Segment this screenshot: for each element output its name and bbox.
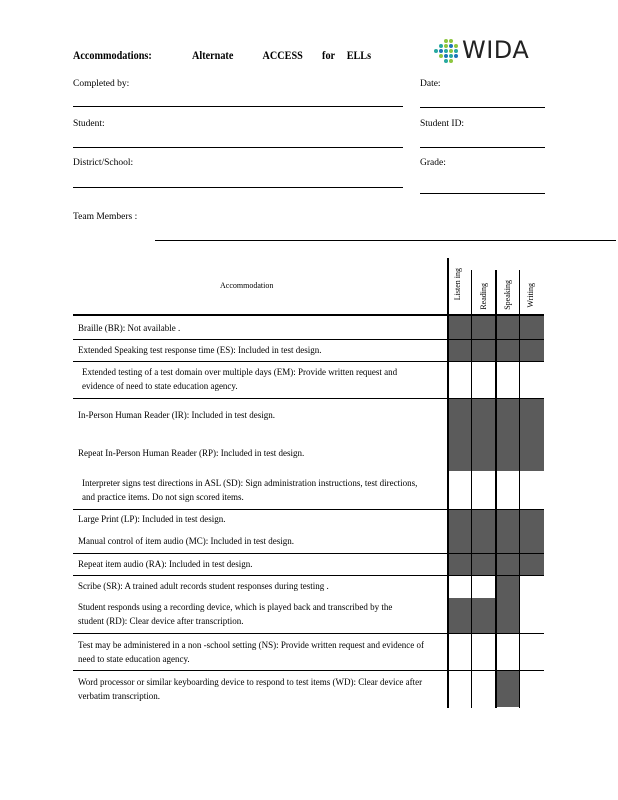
table-rule (73, 339, 544, 340)
row-scribe: Scribe (SR): A trained adult records student responses during testing . (78, 581, 329, 591)
completed-by-label: Completed by: (73, 79, 130, 89)
row-manual-audio: Manual control of item audio (MC): Included in test design. (78, 536, 294, 546)
title-word: ACCESS (262, 48, 303, 62)
grade-label: Grade: (420, 158, 446, 168)
row-repeat-reader: Repeat In-Person Human Reader (RP): Included in test design. (78, 448, 305, 458)
date-line[interactable] (420, 107, 545, 108)
domain-header-listening: Listen ing (453, 268, 462, 301)
team-members-label: Team Members : (73, 212, 138, 222)
row-word-processor: Word processor or similar keyboarding device to respond to test items (WD): Clear device after verbatim transcription. (78, 677, 423, 701)
district-school-line[interactable] (73, 187, 403, 188)
row-large-print: Large Print (LP): Included in test design. (78, 514, 226, 524)
title-word: for (322, 48, 336, 62)
row-recording-device: Student responds using a recording device, which is played back and transcribed by the student (RD): Clear device after transcription. (78, 602, 393, 626)
shaded-cells (497, 671, 519, 707)
table-rule (73, 361, 544, 362)
accommodation-column-header: Accommodation (220, 281, 274, 290)
row-extended-speaking: Extended Speaking test response time (ES): Included in test design. (78, 345, 322, 355)
row-repeat-audio: Repeat item audio (RA): Included in test design. (78, 559, 253, 569)
student-label: Student: (73, 119, 105, 129)
table-rule (73, 575, 544, 576)
domain-header-writing: Writing (526, 283, 535, 308)
row-interpreter-asl: Interpreter signs test directions in ASL (SD): Sign administration instructions, test directions, and practice items. Do not sign scored items. (82, 478, 418, 502)
table-rule (73, 509, 544, 510)
student-line[interactable] (73, 147, 403, 148)
table-rule (519, 270, 520, 708)
team-members-line[interactable] (155, 240, 616, 241)
wida-logo (434, 37, 538, 65)
completed-by-line[interactable] (73, 106, 403, 107)
shaded-cells (449, 598, 495, 634)
title-word: Accommodations: (73, 48, 152, 62)
logo-text: WIDA (462, 36, 530, 64)
table-rule (471, 270, 472, 708)
table-rule (73, 398, 544, 399)
title-word: ELLs (346, 48, 372, 62)
student-id-label: Student ID: (420, 119, 465, 129)
title-word: Alternate (192, 48, 234, 62)
domain-header-speaking: Speaking (503, 280, 512, 310)
logo-mark-icon (434, 39, 460, 65)
row-non-school: Test may be administered in a non -school setting (NS): Provide written request and evidence of need to state education agency. (78, 640, 425, 664)
row-in-person-reader: In-Person Human Reader (IR): Included in test design. (78, 410, 275, 420)
row-braille: Braille (BR): Not available . (78, 323, 181, 333)
table-rule (447, 258, 449, 708)
table-rule (73, 314, 544, 316)
shaded-cells (497, 576, 519, 634)
row-extended-multiple-days: Extended testing of a test domain over multiple days (EM): Provide written request and evidence of need to state education agency. (82, 367, 398, 391)
table-rule (73, 670, 544, 671)
table-rule (73, 553, 544, 554)
date-label: Date: (420, 79, 441, 89)
table-rule (73, 633, 544, 634)
district-school-label: District/School: (73, 158, 134, 168)
table-rule (495, 270, 497, 708)
student-id-line[interactable] (420, 147, 545, 148)
domain-header-reading: Reading (479, 283, 488, 310)
grade-line[interactable] (420, 193, 545, 194)
